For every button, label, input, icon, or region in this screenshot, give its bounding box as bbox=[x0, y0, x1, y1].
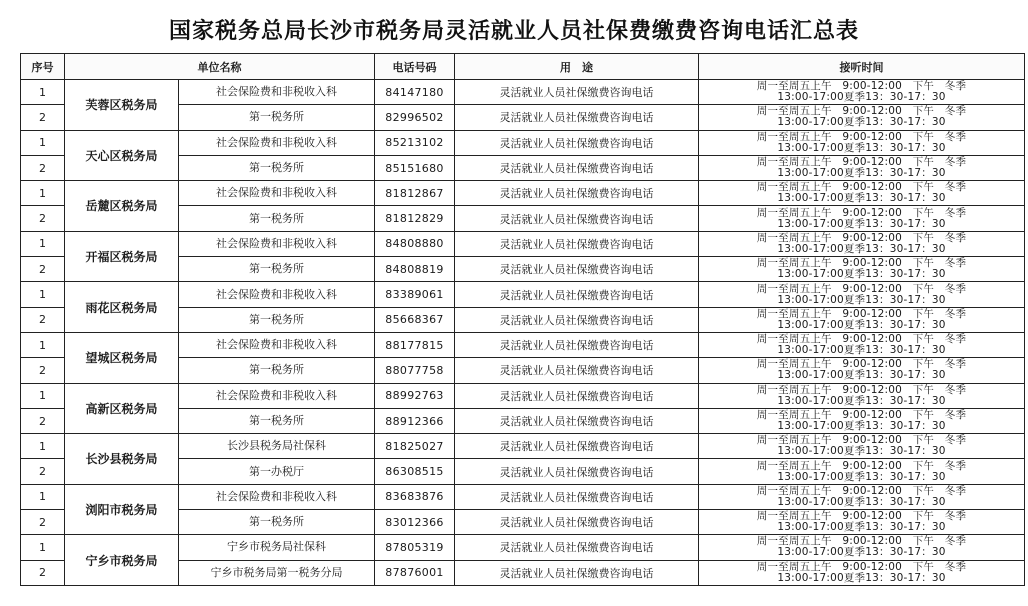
unit-name: 第一税务所 bbox=[179, 257, 375, 282]
district-name: 浏阳市税务局 bbox=[65, 484, 179, 535]
phone-number: 84808880 bbox=[375, 231, 455, 256]
hours-line-1: 周一至周五上午 9:00-12:00 下午 冬季 bbox=[756, 257, 967, 270]
purpose-text: 灵活就业人员社保缴费咨询电话 bbox=[455, 282, 699, 307]
table-row bbox=[21, 231, 1025, 256]
hours-line-2: 13:00-17:00夏季13：30-17：30 bbox=[777, 546, 946, 559]
phone-number: 88912366 bbox=[375, 408, 455, 433]
hours-line-2: 13:00-17:00夏季13：30-17：30 bbox=[777, 167, 946, 180]
hours-line-2: 13:00-17:00夏季13：30-17：30 bbox=[777, 293, 946, 306]
hours-line-1: 周一至周五上午 9:00-12:00 下午 冬季 bbox=[756, 459, 967, 472]
hours-cell bbox=[699, 257, 1025, 282]
row-seq: 1 bbox=[21, 535, 65, 560]
row-seq: 1 bbox=[21, 434, 65, 459]
purpose-text: 灵活就业人员社保缴费咨询电话 bbox=[455, 332, 699, 357]
phone-number: 87805319 bbox=[375, 535, 455, 560]
purpose-text: 灵活就业人员社保缴费咨询电话 bbox=[455, 181, 699, 206]
unit-name: 第一税务所 bbox=[179, 307, 375, 332]
phone-number: 85668367 bbox=[375, 307, 455, 332]
header-phone: 电话号码 bbox=[375, 54, 455, 80]
header-purpose: 用 途 bbox=[455, 54, 699, 80]
hours-cell bbox=[699, 383, 1025, 408]
purpose-text: 灵活就业人员社保缴费咨询电话 bbox=[455, 358, 699, 383]
unit-name: 社会保险费和非税收入科 bbox=[179, 282, 375, 307]
hours-line-2: 13:00-17:00夏季13：30-17：30 bbox=[777, 470, 946, 483]
unit-name: 第一税务所 bbox=[179, 510, 375, 535]
table-row bbox=[21, 282, 1025, 307]
row-seq: 1 bbox=[21, 130, 65, 155]
hours-line-1: 周一至周五上午 9:00-12:00 下午 冬季 bbox=[756, 383, 967, 396]
district-name: 长沙县税务局 bbox=[65, 434, 179, 485]
hours-line-2: 13:00-17:00夏季13：30-17：30 bbox=[777, 445, 946, 458]
table-row bbox=[21, 332, 1025, 357]
hours-cell bbox=[699, 510, 1025, 535]
phone-number: 88177815 bbox=[375, 332, 455, 357]
hours-line-2: 13:00-17:00夏季13：30-17：30 bbox=[777, 217, 946, 230]
hours-line-2: 13:00-17:00夏季13：30-17：30 bbox=[777, 521, 946, 534]
hours-line-2: 13:00-17:00夏季13：30-17：30 bbox=[777, 141, 946, 154]
phone-number: 88077758 bbox=[375, 358, 455, 383]
hours-line-2: 13:00-17:00夏季13：30-17：30 bbox=[777, 242, 946, 255]
unit-name: 第一办税厅 bbox=[179, 459, 375, 484]
purpose-text: 灵活就业人员社保缴费咨询电话 bbox=[455, 155, 699, 180]
unit-name: 社会保险费和非税收入科 bbox=[179, 332, 375, 357]
hours-line-1: 周一至周五上午 9:00-12:00 下午 冬季 bbox=[756, 510, 967, 523]
purpose-text: 灵活就业人员社保缴费咨询电话 bbox=[455, 408, 699, 433]
hours-cell bbox=[699, 206, 1025, 231]
hours-cell bbox=[699, 130, 1025, 155]
purpose-text: 灵活就业人员社保缴费咨询电话 bbox=[455, 257, 699, 282]
row-seq: 2 bbox=[21, 408, 65, 433]
hours-line-1: 周一至周五上午 9:00-12:00 下午 冬季 bbox=[756, 130, 967, 143]
purpose-text: 灵活就业人员社保缴费咨询电话 bbox=[455, 130, 699, 155]
row-seq: 1 bbox=[21, 383, 65, 408]
hours-cell bbox=[699, 332, 1025, 357]
unit-name: 社会保险费和非税收入科 bbox=[179, 130, 375, 155]
hours-cell bbox=[699, 358, 1025, 383]
row-seq: 2 bbox=[21, 307, 65, 332]
unit-name: 长沙县税务局社保科 bbox=[179, 434, 375, 459]
row-seq: 1 bbox=[21, 484, 65, 509]
row-seq: 2 bbox=[21, 257, 65, 282]
district-name: 天心区税务局 bbox=[65, 130, 179, 181]
hours-cell bbox=[699, 535, 1025, 560]
hours-cell bbox=[699, 181, 1025, 206]
hours-cell bbox=[699, 105, 1025, 130]
hours-line-2: 13:00-17:00夏季13：30-17：30 bbox=[777, 91, 946, 104]
hours-line-2: 13:00-17:00夏季13：30-17：30 bbox=[777, 268, 946, 281]
row-seq: 2 bbox=[21, 560, 65, 585]
purpose-text: 灵活就业人员社保缴费咨询电话 bbox=[455, 80, 699, 105]
unit-name: 社会保险费和非税收入科 bbox=[179, 181, 375, 206]
hours-cell bbox=[699, 80, 1025, 105]
phone-number: 81812829 bbox=[375, 206, 455, 231]
purpose-text: 灵活就业人员社保缴费咨询电话 bbox=[455, 231, 699, 256]
phone-number: 85151680 bbox=[375, 155, 455, 180]
unit-name: 社会保险费和非税收入科 bbox=[179, 484, 375, 509]
unit-name: 第一税务所 bbox=[179, 206, 375, 231]
row-seq: 2 bbox=[21, 510, 65, 535]
hours-cell bbox=[699, 434, 1025, 459]
phone-number: 83683876 bbox=[375, 484, 455, 509]
table-header-row bbox=[21, 54, 1025, 80]
hours-line-1: 周一至周五上午 9:00-12:00 下午 冬季 bbox=[756, 105, 967, 118]
district-name: 雨花区税务局 bbox=[65, 282, 179, 333]
row-seq: 2 bbox=[21, 459, 65, 484]
unit-name: 第一税务所 bbox=[179, 105, 375, 130]
unit-name: 社会保险费和非税收入科 bbox=[179, 383, 375, 408]
phone-number: 84147180 bbox=[375, 80, 455, 105]
hours-line-1: 周一至周五上午 9:00-12:00 下午 冬季 bbox=[756, 80, 967, 93]
hours-line-1: 周一至周五上午 9:00-12:00 下午 冬季 bbox=[756, 231, 967, 244]
header-unit: 单位名称 bbox=[65, 54, 375, 80]
unit-name: 宁乡市税务局第一税务分局 bbox=[179, 560, 375, 585]
hours-line-1: 周一至周五上午 9:00-12:00 下午 冬季 bbox=[756, 333, 967, 346]
unit-name: 社会保险费和非税收入科 bbox=[179, 231, 375, 256]
hours-line-1: 周一至周五上午 9:00-12:00 下午 冬季 bbox=[756, 358, 967, 371]
unit-name: 第一税务所 bbox=[179, 358, 375, 383]
phone-number: 83012366 bbox=[375, 510, 455, 535]
hours-line-2: 13:00-17:00夏季13：30-17：30 bbox=[777, 495, 946, 508]
purpose-text: 灵活就业人员社保缴费咨询电话 bbox=[455, 383, 699, 408]
phone-number: 81825027 bbox=[375, 434, 455, 459]
phone-number: 83389061 bbox=[375, 282, 455, 307]
hours-line-1: 周一至周五上午 9:00-12:00 下午 冬季 bbox=[756, 409, 967, 421]
hours-cell bbox=[699, 560, 1025, 585]
hours-cell bbox=[699, 307, 1025, 332]
district-name: 芙蓉区税务局 bbox=[65, 80, 179, 131]
hours-line-1: 周一至周五上午 9:00-12:00 下午 冬季 bbox=[756, 206, 967, 219]
table-row bbox=[21, 434, 1025, 459]
hours-line-1: 周一至周五上午 9:00-12:00 下午 冬季 bbox=[756, 156, 967, 169]
district-name: 宁乡市税务局 bbox=[65, 535, 179, 586]
purpose-text: 灵活就业人员社保缴费咨询电话 bbox=[455, 307, 699, 332]
header-hours: 接听时间 bbox=[699, 54, 1025, 80]
phone-number: 86308515 bbox=[375, 459, 455, 484]
hours-line-2: 13:00-17:00夏季13：30-17：30 bbox=[777, 394, 946, 407]
phone-number: 82996502 bbox=[375, 105, 455, 130]
unit-name: 第一税务所 bbox=[179, 408, 375, 433]
phone-number: 87876001 bbox=[375, 560, 455, 585]
row-seq: 2 bbox=[21, 155, 65, 180]
hours-cell bbox=[699, 155, 1025, 180]
table-row bbox=[21, 383, 1025, 408]
table-row bbox=[21, 130, 1025, 155]
hours-cell bbox=[699, 231, 1025, 256]
row-seq: 2 bbox=[21, 105, 65, 130]
purpose-text: 灵活就业人员社保缴费咨询电话 bbox=[455, 535, 699, 560]
row-seq: 2 bbox=[21, 358, 65, 383]
hours-line-2: 13:00-17:00夏季13：30-17：30 bbox=[777, 192, 946, 205]
purpose-text: 灵活就业人员社保缴费咨询电话 bbox=[455, 434, 699, 459]
table-row bbox=[21, 80, 1025, 105]
unit-name: 社会保险费和非税收入科 bbox=[179, 80, 375, 105]
row-seq: 2 bbox=[21, 206, 65, 231]
phone-number: 85213102 bbox=[375, 130, 455, 155]
hours-cell bbox=[699, 484, 1025, 509]
hours-line-1: 周一至周五上午 9:00-12:00 下午 冬季 bbox=[756, 535, 967, 548]
hours-cell bbox=[699, 282, 1025, 307]
unit-name: 宁乡市税务局社保科 bbox=[179, 535, 375, 560]
purpose-text: 灵活就业人员社保缴费咨询电话 bbox=[455, 206, 699, 231]
hours-line-1: 周一至周五上午 9:00-12:00 下午 冬季 bbox=[756, 282, 967, 295]
table-row bbox=[21, 484, 1025, 509]
hours-line-2: 13:00-17:00夏季13：30-17：30 bbox=[777, 420, 946, 432]
phone-number: 81812867 bbox=[375, 181, 455, 206]
row-seq: 1 bbox=[21, 231, 65, 256]
purpose-text: 灵活就业人员社保缴费咨询电话 bbox=[455, 484, 699, 509]
hours-line-2: 13:00-17:00夏季13：30-17：30 bbox=[777, 571, 946, 584]
header-seq: 序号 bbox=[21, 54, 65, 80]
hours-cell bbox=[699, 408, 1025, 433]
row-seq: 1 bbox=[21, 181, 65, 206]
table-body bbox=[21, 80, 1025, 586]
district-name: 岳麓区税务局 bbox=[65, 181, 179, 232]
purpose-text: 灵活就业人员社保缴费咨询电话 bbox=[455, 459, 699, 484]
hours-line-2: 13:00-17:00夏季13：30-17：30 bbox=[777, 344, 946, 357]
contact-table bbox=[20, 53, 1025, 586]
district-name: 望城区税务局 bbox=[65, 332, 179, 383]
page-title: 国家税务总局长沙市税务局灵活就业人员社保费缴费咨询电话汇总表 bbox=[168, 18, 859, 44]
hours-line-2: 13:00-17:00夏季13：30-17：30 bbox=[777, 369, 946, 382]
purpose-text: 灵活就业人员社保缴费咨询电话 bbox=[455, 105, 699, 130]
phone-number: 84808819 bbox=[375, 257, 455, 282]
hours-line-1: 周一至周五上午 9:00-12:00 下午 冬季 bbox=[756, 560, 967, 573]
hours-line-1: 周一至周五上午 9:00-12:00 下午 冬季 bbox=[756, 307, 967, 320]
hours-line-2: 13:00-17:00夏季13：30-17：30 bbox=[777, 116, 946, 129]
purpose-text: 灵活就业人员社保缴费咨询电话 bbox=[455, 510, 699, 535]
hours-line-1: 周一至周五上午 9:00-12:00 下午 冬季 bbox=[756, 181, 967, 194]
row-seq: 1 bbox=[21, 282, 65, 307]
hours-line-1: 周一至周五上午 9:00-12:00 下午 冬季 bbox=[756, 484, 967, 497]
phone-number: 88992763 bbox=[375, 383, 455, 408]
hours-line-1: 周一至周五上午 9:00-12:00 下午 冬季 bbox=[756, 434, 967, 447]
unit-name: 第一税务所 bbox=[179, 155, 375, 180]
table-row bbox=[21, 535, 1025, 560]
row-seq: 1 bbox=[21, 332, 65, 357]
hours-line-2: 13:00-17:00夏季13：30-17：30 bbox=[777, 318, 946, 331]
district-name: 开福区税务局 bbox=[65, 231, 179, 282]
purpose-text: 灵活就业人员社保缴费咨询电话 bbox=[455, 560, 699, 585]
district-name: 高新区税务局 bbox=[65, 383, 179, 434]
hours-cell bbox=[699, 459, 1025, 484]
table-row bbox=[21, 181, 1025, 206]
row-seq: 1 bbox=[21, 80, 65, 105]
